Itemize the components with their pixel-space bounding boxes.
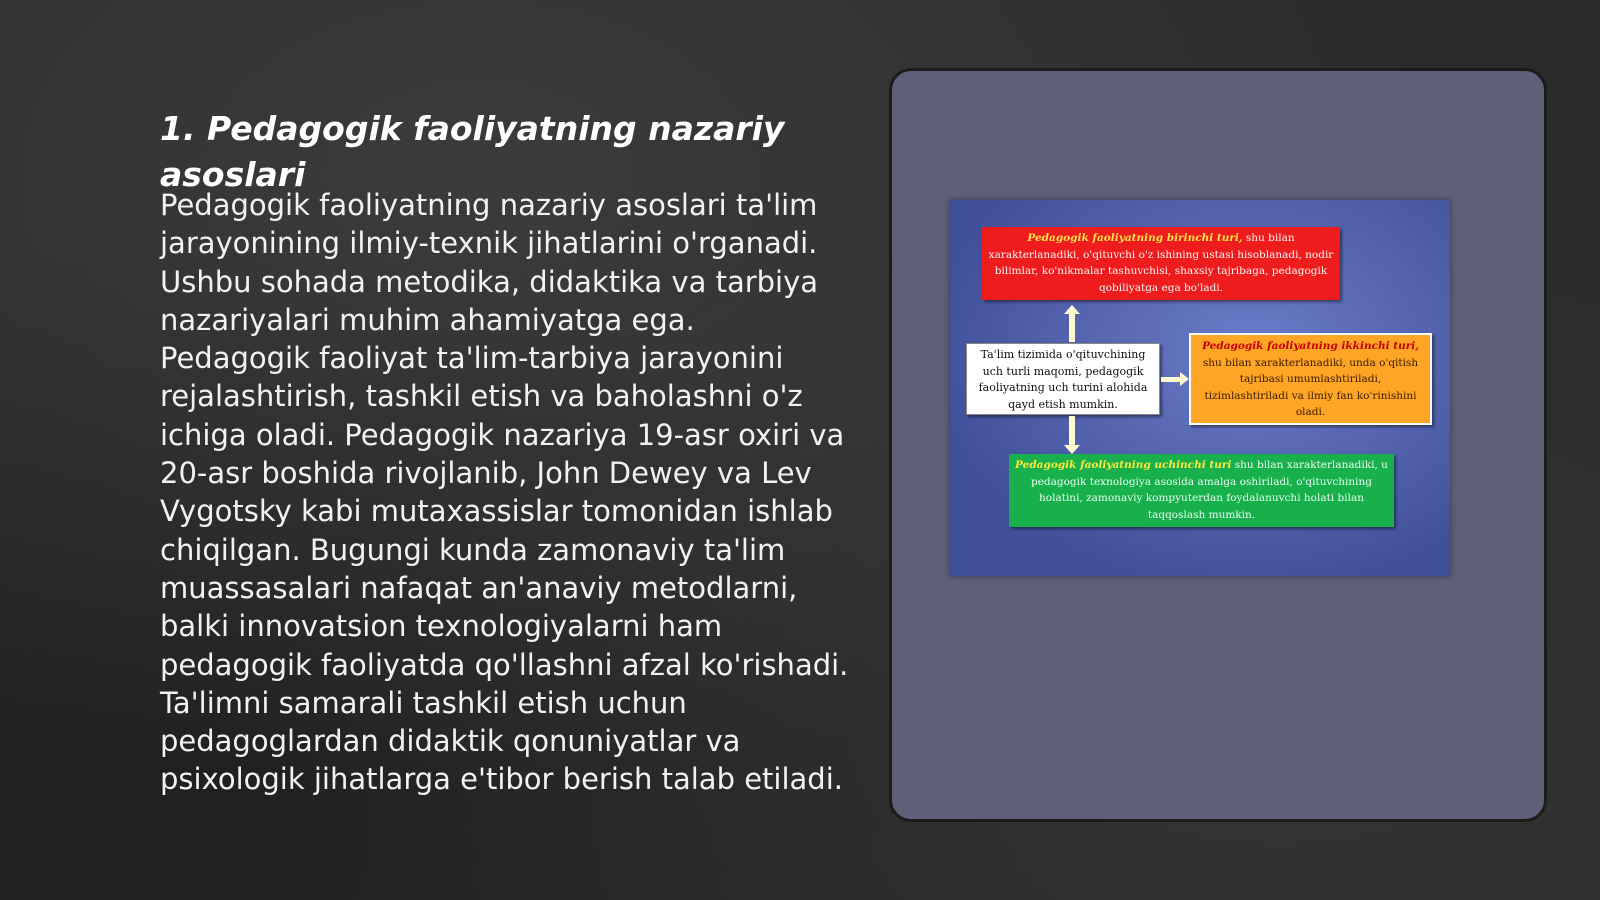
third-type-lead: Pedagogik faoliyatning uchinchi turi: [1015, 459, 1232, 471]
diagram-box-first-type: [982, 227, 1340, 300]
diagram-box-third-type: [1009, 454, 1394, 527]
arrow-up-icon: [1069, 312, 1075, 342]
arrow-right-icon: [1161, 377, 1181, 382]
diagram-box-center: Ta'lim tizimida o'qituvchining uch turli maqomi, pedagogik faoliyatning uch turini alohida qayd etish mumkin.: [966, 343, 1160, 415]
third-type-text: shu bilan xarakterlanadiki, u pedagogik texnologiya asosida amalga oshiriladi, o'qituvchining holatini, zamonaviy kompyuterdan foydalanuvchi holati bilan taqqoslash mumkin.: [1030, 459, 1388, 521]
first-type-text: shu bilan xarakterlanadiki, o'qituvchi o'z ishining ustasi hisoblanadi, nodir bilimlar, ko'nikmalar tashuvchisi, shaxsiy tajribaga, pedagogik qobiliyatga ega bo'ladi.: [988, 232, 1334, 294]
pedagogical-activity-diagram: [950, 200, 1450, 576]
slide-title: 1. Pedagogik faoliyatning nazariy asoslari: [160, 109, 785, 194]
diagram-box-second-type: [1189, 333, 1432, 425]
arrow-down-icon: [1069, 416, 1075, 446]
second-type-text: shu bilan xarakterlanadiki, unda o'qitish tajribasi umumlashtiriladi, tizimlashtiriladi va ilmiy fan ko'rinishini oladi.: [1202, 356, 1419, 418]
second-type-lead: Pedagogik faoliyatning ikkinchi turi,: [1202, 340, 1419, 352]
first-type-lead: Pedagogik faoliyatning birinchi turi,: [1027, 232, 1243, 244]
slide-body-text: Pedagogik faoliyatning nazariy asoslari ta'lim jarayonining ilmiy-texnik jihatlarini o'rganadi. Ushbu sohada metodika, didaktika va tarbiya nazariyalari muhim ahamiyatga ega. Pedagogik faoliyat ta'lim-tarbiya jarayonini rejalashtirish, tashkil etish va baholashni o'z ichiga oladi. Pedagogik nazariya 19-asr oxiri va 20-asr boshida rivojlanib, John Dewey va Lev Vygotsky kabi mutaxassislar tomonidan ishlab chiqilgan. Bugungi kunda zamonaviy ta'lim muassasalari nafaqat an'anaviy metodlarni, balki innovatsion texnologiyalarni ham pedagogik faoliyatda qo'llashni afzal ko'rishadi. Ta'limni samarali tashkil etish uchun pedagoglardan didaktik qonuniyatlar va psixologik jihatlarga e'tibor berish talab etiladi.: [160, 188, 849, 797]
